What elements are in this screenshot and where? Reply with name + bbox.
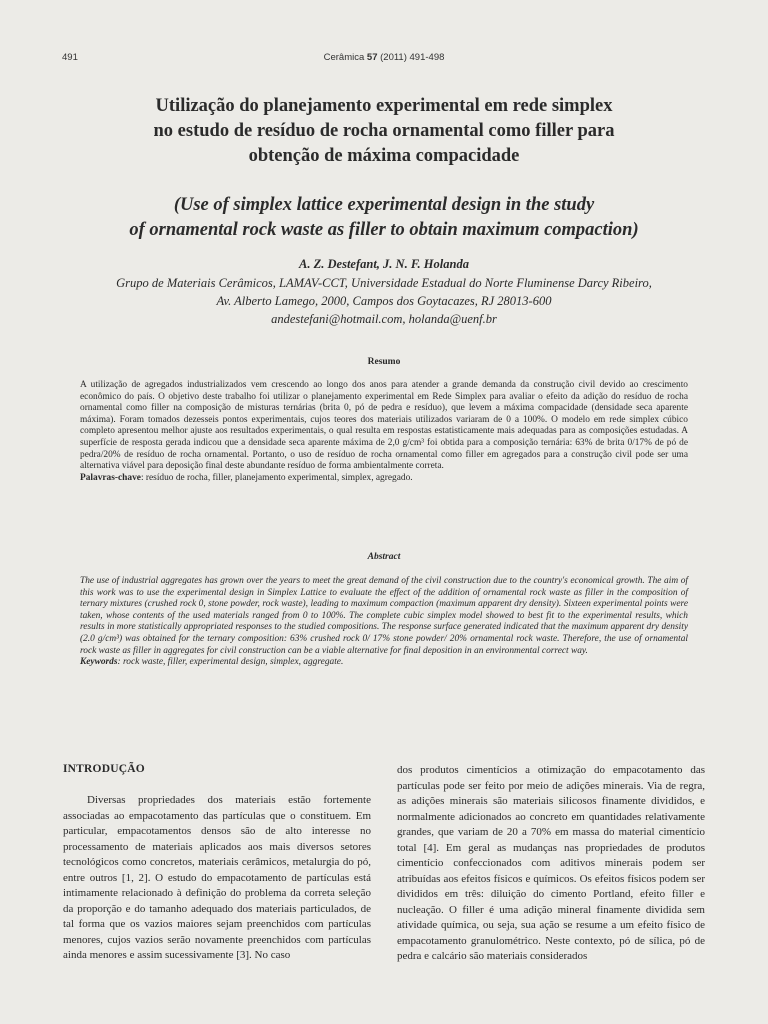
title-pt-line: Utilização do planejamento experimental em rede simplex: [155, 96, 613, 116]
resumo-heading: Resumo: [367, 357, 401, 367]
left-column: [63, 763, 371, 964]
right-column: [397, 763, 705, 965]
title-en-line: (Use of simplex lattice experimental design in the study: [173, 195, 595, 215]
affiliation-line: Grupo de Materiais Cerâmicos, LAMAV-CCT, Universidade Estadual do Norte Fluminense Darcy Ribeiro,: [116, 276, 652, 290]
journal-volume: 57: [366, 52, 378, 63]
title-pt-line: no estudo de resíduo de rocha ornamental como filler para: [153, 121, 615, 141]
title-english: [60, 193, 708, 243]
introduction-heading: INTRODUÇÃO: [63, 763, 145, 775]
abstract-heading: Abstract: [367, 552, 401, 562]
introduction-paragraph: Diversas propriedades dos materiais estão fortemente associadas ao empacotamento das partículas que o constituem. Em particular, empacotamentos densos são de alto interesse no processamento de materiais aplicados aos mais diversos setores tecnológicos como concretos, materiais cerâmicos, metalurgia do pó, entre outros [1, 2]. O estudo do empacotamento de partículas está intimamente relacionado à definição do problema da correta seleção da proporção e do tamanho adequado dos materiais particulados, de tal forma que os vazios maiores sejam preenchidos com partículas menores, cujos vazios serão novamente preenchidos com partículas ainda menores e assim sucessivamente [3]. No caso: [63, 794, 371, 961]
title-pt-line: obtenção de máxima compacidade: [248, 146, 520, 166]
keywords-pt: : resíduo de rocha, filler, planejamento experimental, simplex, agregado.: [140, 472, 413, 483]
page-number: 491: [62, 52, 78, 63]
keywords-en: : rock waste, filler, experimental design, simplex, aggregate.: [117, 657, 344, 668]
resumo-keywords: [80, 473, 688, 485]
affiliation-address: Av. Alberto Lamego, 2000, Campos dos Goytacazes, RJ 28013-600: [216, 294, 552, 308]
journal-year-pages: (2011) 491-498: [380, 52, 445, 63]
introduction-paragraph-continued: dos produtos cimentícios a otimização do empacotamento das partículas pode ser feito por meio de adições minerais. Via de regra, as adições minerais são materiais silicosos finamente divididos, e normalmente adicionados ao concreto em quantidades relativamente grandes, que variam de 20 a 70% em massa do material cimentício total [4]. Em geral as mudanças nas propriedades de produtos cimentício confeccionados com aditivos minerais podem ser atribuídas aos efeitos físicos e químicos. Os efeitos físicos podem ser divididos em três: diluição do cimento Portland, efeito filler e nucleação. O filler é uma adição mineral finamente dividida sem atividade química, ou seja, sua ação se resume a um efeito físico de empacotamento granulométrico. Neste contexto, pó de sílica, pó de pedra e calcário são materiais considerados: [397, 764, 705, 962]
author-emails: andestefani@hotmail.com, holanda@uenf.br: [271, 312, 497, 326]
title-portuguese: [80, 94, 688, 169]
journal-name: Cerâmica: [323, 52, 365, 63]
journal-reference: [62, 52, 706, 63]
title-en-line: of ornamental rock waste as filler to obtain maximum compaction): [129, 220, 639, 240]
abstract-keywords: [80, 657, 688, 669]
abstract-body: [80, 576, 688, 669]
affiliation: [60, 274, 708, 328]
resumo-body: [80, 380, 688, 484]
keywords-label-pt: Palavras-chave: [80, 472, 141, 483]
abstract-text: The use of industrial aggregates has grown over the years to meet the great demand of the civil construction due to the country's economical growth. The aim of this work was to use the experimental design in Simplex Lattice to evaluate the effect of the addition of ornamental rock waste as filler in the composition of ternary mixtures (crushed rock 0, stone powder, rock waste), leading to maximum compaction (maximum apparent dry density). Sixteen experimental points were taken, whose contents of the used materials ranged from 0 to 100%. The complete cubic simplex model showed to best fit to the experimental results, which results in more statistically appropriated responses to the studied compositions. The response surface generated indicated that the maximum apparent dry density (2.0 g/cm³) was obtained for the ternary composition: 63% crushed rock 0/ 17% stone powder/ 20% ornamental rock waste. Therefore, the use of ornamental rock waste as filler in aggregates for civil construction can be a viable alternative for final deposition in an environmental correct way.: [80, 576, 688, 656]
keywords-label-en: Keywords: [80, 657, 118, 668]
resumo-text: A utilização de agregados industrializados vem crescendo ao longo dos anos para atender a grande demanda da construção civil devido ao crescimento econômico do país. O objetivo deste trabalho foi utilizar o planejamento experimental em Rede Simplex para avaliar o efeito da adição do resíduo de rocha ornamental como filler na composição de misturas ternárias (brita 0, pó de pedra e resíduo), que levem a máxima compacidade (densidade seca aparente máxima). Foram tomados dezesseis pontos experimentais, cujos teores dos materiais utilizados variaram de 0 a 100%. O modelo em rede simplex cúbico completo apresentou melhor ajuste aos resultados experimentais, o qual resulta em respostas estatisticamente mais adequadas para as composições estudadas. A superfície de resposta gerada indicou que a densidade seca aparente máxima de 2,0 g/cm³ foi obtida para a composição ternária: 63% de brita 0/17% de pó de pedra/20% de resíduo de rocha ornamental. Portanto, o uso de resíduo de rocha ornamental como filler em agregados para a construção civil pode ser uma alternativa viável para deposição final deste abundante resíduo de forma ambientalmente correta.: [80, 380, 688, 472]
authors: A. Z. Destefant, J. N. F. Holanda: [299, 257, 469, 271]
